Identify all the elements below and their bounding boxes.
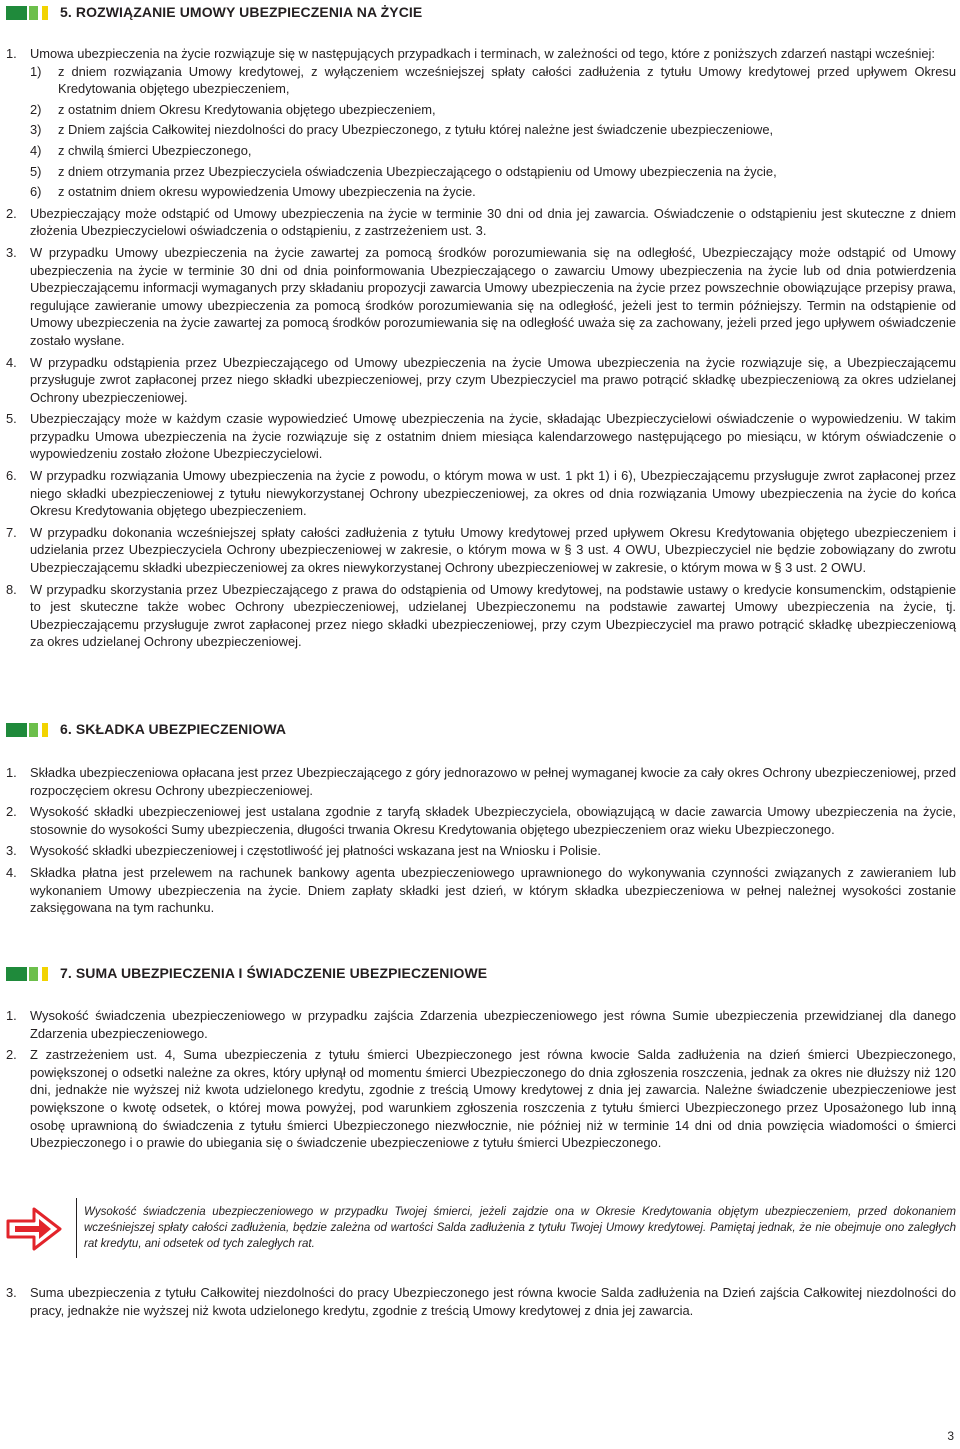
section-title: 6. SKŁADKA UBEZPIECZENIOWA: [60, 721, 287, 738]
paragraph-text: Suma ubezpieczenia z tytułu Całkowitej niezdolności do pracy Ubezpieczonego jest równa kwocie Salda zadłużenia na Dzień zajścia Całkowitej niezdolności do pracy, jednakże nie wyższej niż kwota udzielonego kredytu, zgodnie z treścią Umowy kredytowej z dnia jej zawarcia.: [30, 1285, 956, 1318]
paragraph: [6, 864, 956, 917]
list-item: [30, 63, 956, 98]
section-marker-icon: [6, 967, 48, 981]
list-item-number: 1): [30, 63, 42, 79]
paragraph-text: Składka ubezpieczeniowa opłacana jest przez Ubezpieczającego z góry jednorazowo w pełnej wymaganej kwocie za cały okres Ochrony ubezpieczeniowej, przed rozpoczęciem okresu Ochrony ubezpieczeniowej.: [30, 765, 956, 798]
list-item: [30, 163, 956, 181]
paragraph-number: 2.: [6, 1047, 17, 1063]
list-item-number: 3): [30, 122, 42, 138]
paragraph-number: 1.: [6, 46, 17, 61]
paragraph-number: 8.: [6, 581, 17, 597]
paragraph-number: 2.: [6, 205, 17, 221]
paragraph-number: 3.: [6, 843, 17, 859]
paragraph: [6, 205, 956, 240]
paragraph: [6, 1046, 956, 1152]
section-5-body: [6, 45, 956, 651]
paragraph: [6, 524, 956, 577]
paragraph-text: Ubezpieczający może odstąpić od Umowy ubezpieczenia na życie w terminie 30 dni od dnia jej zawarcia. Oświadczenie o odstąpieniu jest skuteczne z dniem złożenia Ubezpieczycielowi oświadczenia o odstąpieniu, z zastrzeżeniem ust. 3.: [30, 205, 956, 239]
list-item-text: z chwilą śmierci Ubezpieczonego,: [58, 142, 252, 158]
paragraph-text: Ubezpieczający może w każdym czasie wypowiedzieć Umowę ubezpieczenia na życie, składając Ubezpieczycielowi oświadczenie o wypowiedzeniu. W takim przypadku Umowa ubezpieczenia na życie rozwiązuje się z ostatnim dniem miesiąca kalendarzowego następującego po miesiącu, w którym oświadczenie o wypowiedzeniu zostało złożone Ubezpieczycielowi.: [30, 411, 956, 462]
paragraph-number: 5.: [6, 411, 17, 427]
paragraph-text: W przypadku odstąpienia przez Ubezpieczającego od Umowy ubezpieczenia na życie Umowa ubezpieczenia na życie rozwiązuje się, a Ubezpieczającemu przysługuje zwrot zapłaconej przez niego składki ubezpieczeniowej, przy czym Ubezpieczyciel ma prawo potrącić składkę ubezpieczeniową za okres udzielanej Ochrony ubezpieczeniowej.: [30, 354, 956, 405]
section-6-body: [6, 764, 956, 917]
paragraph: [6, 410, 956, 463]
paragraph: [6, 581, 956, 651]
list-item-text: z dniem otrzymania przez Ubezpieczyciela oświadczenia Ubezpieczającego o odstąpieniu od Umowy ubezpieczenia na życie,: [58, 163, 777, 179]
paragraph-number: 7.: [6, 524, 17, 540]
list-item-number: 2): [30, 101, 42, 117]
list-item-text: z ostatnim dniem okresu wypowiedzenia Umowy ubezpieczenia na życie.: [58, 184, 476, 200]
section-title: 7. SUMA UBEZPIECZENIA I ŚWIADCZENIE UBEZPIECZENIOWE: [60, 965, 488, 982]
paragraph-text: W przypadku dokonania wcześniejszej spłaty całości zadłużenia z tytułu Umowy kredytowej przed upływem Okresu Kredytowania objętego ubezpieczeniem i udzielania przez Ubezpieczyciela Ochrony ubezpieczeniowej w zakresie, o którym mowa w § 3 ust. 4 OWU, Ubezpieczyciel nie będzie zobowiązany do zwrotu Ubezpieczającemu składki ubezpieczeniowej za okres niewykorzystanej Ochrony ubezpieczeniowej w zakresie, o którym mowa w § 3 ust. 2 OWU.: [30, 524, 956, 576]
paragraph-text: W przypadku skorzystania przez Ubezpieczającego z prawa do odstąpienia od Umowy kredytowej, na podstawie ustawy o kredycie konsumenckim, odstąpienie to jest skuteczne także wobec Ochrony ubezpieczeniowej, udzielanej Ubezpieczonemu na podstawie zawartej Umowy ubezpieczenia na życie, tj. Ubezpieczającemu przysługuje zwrot zapłaconej przez niego składki ubezpieczeniowej, przy czym Ubezpieczyciel ma prawo potrącić składkę ubezpieczeniową za okres udzielanej Ochrony ubezpieczeniowej.: [30, 581, 956, 650]
paragraph: [6, 467, 956, 520]
paragraph-number: 4.: [6, 354, 17, 370]
paragraph-text: W przypadku Umowy ubezpieczenia na życie zawartej za pomocą środków porozumiewania się na odległość, Ubezpieczający może odstąpić od Umowy ubezpieczenia na życie w terminie 30 dni od dnia poinformowania Ubezpieczającego o zawarciu Umowy ubezpieczenia na życie lub od dnia potwierdzenia Ubezpieczającemu informacji wymaganych przy składaniu propozycji zawarcia Umowy ubezpieczenia na życie przez powszechnie obowiązujące przepisy prawa, regulujące zawieranie umowy ubezpieczenia za pomocą środków porozumiewania się na odległość, jeżeli jest to termin późniejszy. Termin na odstąpienie od Umowy ubezpieczenia na życie zawartej za pomocą środków porozumiewania się na odległość uważa się za zachowany, jeżeli przed jego upływem oświadczenie zostało wysłane.: [30, 244, 956, 348]
arrow-right-icon: [6, 1206, 62, 1252]
list-item: [30, 183, 956, 201]
section-title: 5. ROZWIĄZANIE UMOWY UBEZPIECZENIA NA ŻYCIE: [60, 4, 423, 21]
paragraph: [6, 354, 956, 407]
section-7-body-continued: [6, 1284, 956, 1319]
paragraph-text: Składka płatna jest przelewem na rachunek bankowy agenta ubezpieczeniowego uprawnionego do wykonywania czynności związanych z zawieraniem lub wykonaniem Umowy ubezpieczenia na życie. Dniem zapłaty składki jest dzień, w którym składka ubezpieczeniowa w pełnej należnej wysokości zostanie zaksięgowana na tym rachunku.: [30, 864, 956, 916]
paragraph: [6, 803, 956, 838]
list-item: [30, 142, 956, 160]
section-7-heading: [6, 964, 487, 984]
list-item-text: z ostatnim dniem Okresu Kredytowania objętego ubezpieczeniem,: [58, 101, 436, 117]
paragraph-number: 3.: [6, 244, 17, 260]
paragraph-number: 2.: [6, 804, 17, 820]
notice-divider: [76, 1198, 77, 1258]
paragraph-text: Wysokość składki ubezpieczeniowej jest ustalana zgodnie z taryfą składek Ubezpieczyciela, obowiązującą w dacie zawarcia Umowy ubezpieczenia na życie, stosownie do wysokości Sumy ubezpieczenia, długości trwania Okresu Kredytowania objętego ubezpieczeniem oraz wieku Ubezpieczonego.: [30, 804, 956, 837]
paragraph: [6, 842, 956, 860]
section-7-body: [6, 1007, 956, 1152]
paragraph: [6, 1284, 956, 1319]
paragraph-number: 6.: [6, 468, 17, 484]
list-item: [30, 121, 956, 139]
paragraph: [6, 1007, 956, 1042]
paragraph: [6, 244, 956, 350]
paragraph-number: 1.: [6, 765, 17, 780]
list-item-text: z Dniem zajścia Całkowitej niezdolności do pracy Ubezpieczonego, z tytułu której należne jest świadczenie ubezpieczeniowe,: [58, 122, 774, 138]
paragraph-text: Z zastrzeżeniem ust. 4, Suma ubezpieczenia z tytułu śmierci Ubezpieczonego jest równa kwocie Salda zadłużenia na dzień śmierci Ubezpieczonego, powiększonej o odsetki należne za okres, który upłynął od momentu śmierci Ubezpieczonego do dnia zgłoszenia roszczenia, jednak za okres nie dłuższy niż 120 dni, jednakże nie wyższej niż kwota udzielonego kredytu, zgodnie z treścią Umowy kredytowej z dnia jej zawarcia. Należne świadczenie ubezpieczeniowe jest powiększone o kwotę odsetek, o której mowa powyżej, pod warunkiem zgłoszenia roszczenia z tytułu śmierci Ubezpieczonego przez Uposażonego lub inną osobę uprawnioną do świadczenia z tytułu śmierci Ubezpieczonego niezwłocznie, nie później niż w terminie 14 dni od dnia powzięcia wiadomości o śmierci Ubezpieczonego i o prawie do ubiegania się o świadczenie ubezpieczeniowe z tytułu śmierci Ubezpieczonego.: [30, 1047, 956, 1151]
paragraph: [6, 45, 956, 63]
section-marker-icon: [6, 6, 48, 20]
paragraph-number: 4.: [6, 864, 17, 880]
section-5-heading: [6, 3, 422, 23]
paragraph: [6, 764, 956, 799]
list-item-number: 5): [30, 163, 42, 179]
section-marker-icon: [6, 723, 48, 737]
list-item-text: z dniem rozwiązania Umowy kredytowej, z wyłączeniem wcześniejszej spłaty całości zadłużenia z tytułu Umowy kredytowej przed upływem Okresu Kredytowania objętego ubezpieczeniem,: [58, 63, 956, 97]
paragraph-text: Wysokość świadczenia ubezpieczeniowego w przypadku zajścia Zdarzenia ubezpieczeniowego jest równa Sumie ubezpieczenia przewidzianej dla danego Zdarzenia ubezpieczeniowego.: [30, 1008, 956, 1041]
page-number: 3: [947, 1429, 954, 1443]
paragraph-number: 1.: [6, 1008, 17, 1023]
list-item: [30, 101, 956, 119]
section-6-heading: [6, 720, 286, 740]
paragraph-text: W przypadku rozwiązania Umowy ubezpieczenia na życie z powodu, o którym mowa w ust. 1 pkt 1) i 6), Ubezpieczającemu przysługuje zwrot zapłaconej przez niego składki ubezpieczeniowej z tytułu niewykorzystanej Ochrony ubezpieczeniowej, za okres od dnia rozwiązania Umowy ubezpieczenia na życie do końca Okresu Kredytowania objętego ubezpieczeniem.: [30, 468, 956, 519]
list-item-number: 4): [30, 142, 42, 158]
paragraph-text: Umowa ubezpieczenia na życie rozwiązuje się w następujących przypadkach i terminach, w zależności od tego, które z poniższych zdarzeń nastąpi wcześniej:: [30, 46, 935, 61]
paragraph-number: 3.: [6, 1285, 17, 1300]
notice-text: Wysokość świadczenia ubezpieczeniowego w przypadku Twojej śmierci, jeżeli zajdzie ona w Okresie Kredytowania objętym ubezpieczeniem, przed dokonaniem wcześniejszej spłaty całości zadłużenia, będzie zależna od wartości Salda zadłużenia z tytułu Twojej Umowy kredytowej. Pamiętaj jednak, że nie obejmuje ono zaległych rat kredytu, ani odsetek od tych zaległych rat.: [84, 1206, 956, 1251]
paragraph-text: Wysokość składki ubezpieczeniowej i częstotliwość jej płatności wskazana jest na Wniosku i Polisie.: [30, 843, 601, 859]
notice-box: [6, 1196, 956, 1260]
list-item-number: 6): [30, 184, 42, 200]
